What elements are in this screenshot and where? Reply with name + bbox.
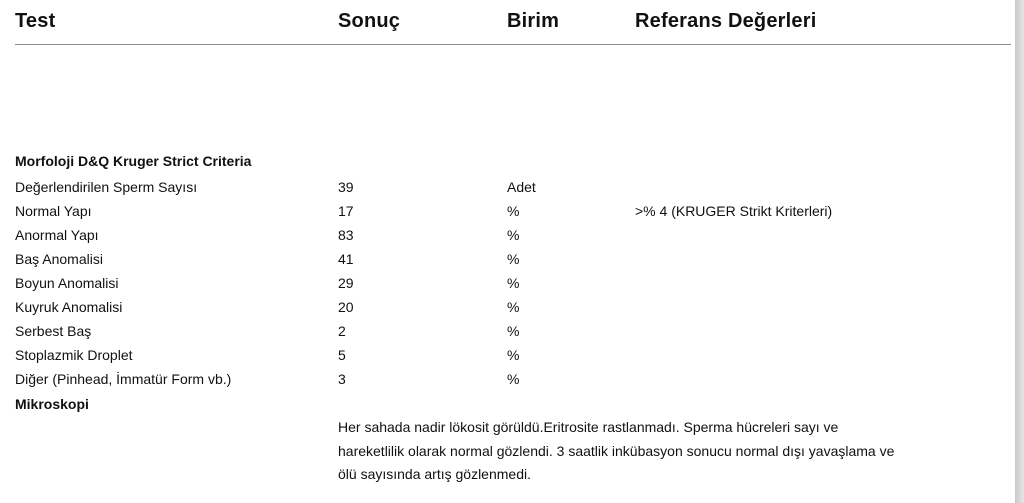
row-result: 3 (338, 371, 346, 387)
row-test: Normal Yapı (15, 203, 92, 219)
row-unit: % (507, 275, 520, 291)
table-row (0, 273, 1015, 297)
row-result: 83 (338, 227, 354, 243)
row-result: 5 (338, 347, 346, 363)
row-result: 41 (338, 251, 354, 267)
row-test: Baş Anomalisi (15, 251, 103, 267)
row-result: 29 (338, 275, 354, 291)
header-reference: Referans Değerleri (635, 10, 817, 32)
table-row (0, 345, 1015, 369)
row-reference: >% 4 (KRUGER Strikt Kriterleri) (635, 203, 833, 219)
microscopy-note: Her sahada nadir lökosit görüldü.Eritrosite rastlanmadı. Sperma hücreleri sayı ve hareketlilik olarak normal gözlendi. 3 saatlik inkübasyon sonucu normal dışı yavaşlama ve ölü sayısında artış gözlenmedi. (338, 419, 895, 482)
row-unit: % (507, 299, 520, 315)
table-row (0, 225, 1015, 249)
row-result: 17 (338, 203, 354, 219)
row-test: Değerlendirilen Sperm Sayısı (15, 179, 198, 195)
row-test: Stoplazmik Droplet (15, 347, 133, 363)
row-test: Diğer (Pinhead, İmmatür Form vb.) (15, 371, 232, 387)
table-row (0, 249, 1015, 273)
table-row (0, 297, 1015, 321)
row-unit: % (507, 347, 520, 363)
header-test: Test (15, 10, 56, 32)
row-unit: % (507, 203, 520, 219)
table-header (0, 0, 1015, 46)
row-unit: % (507, 251, 520, 267)
section-title-morphology: Morfoloji D&Q Kruger Strict Criteria (15, 153, 252, 169)
row-unit: Adet (507, 179, 536, 195)
row-unit: % (507, 371, 520, 387)
section-title-microscopy: Mikroskopi (15, 396, 89, 412)
table-row (0, 369, 1015, 393)
row-result: 39 (338, 179, 354, 195)
table-row (0, 201, 1015, 225)
header-unit: Birim (507, 10, 560, 32)
header-divider (15, 44, 1011, 45)
row-unit: % (507, 227, 520, 243)
row-result: 20 (338, 299, 354, 315)
row-test: Kuyruk Anomalisi (15, 299, 123, 315)
page-edge-shadow (1015, 0, 1024, 503)
header-result: Sonuç (338, 10, 401, 32)
row-test: Anormal Yapı (15, 227, 99, 243)
row-test: Serbest Baş (15, 323, 92, 339)
table-row (0, 177, 1015, 201)
row-result: 2 (338, 323, 346, 339)
row-unit: % (507, 323, 520, 339)
table-row (0, 321, 1015, 345)
row-test: Boyun Anomalisi (15, 275, 119, 291)
